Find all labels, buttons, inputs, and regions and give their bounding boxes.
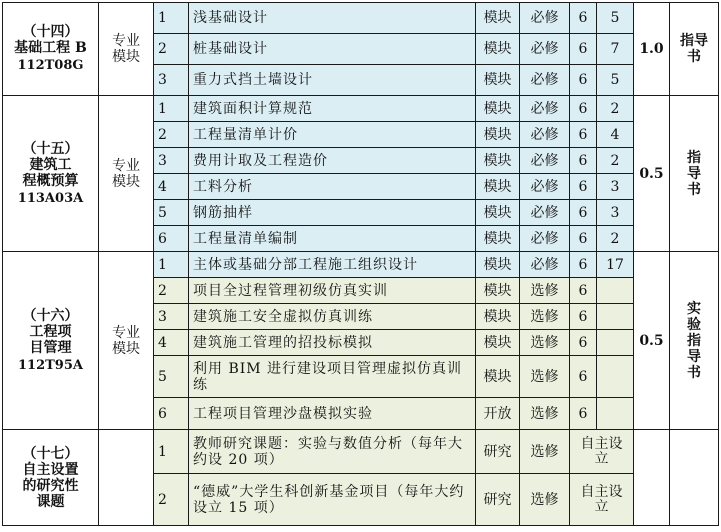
item-value-a: 6 [570, 200, 597, 226]
item-requirement: 选修 [520, 356, 570, 398]
item-value-b: 2 [597, 96, 634, 122]
course-name-cell [3, 3, 99, 96]
item-type: 模块 [476, 174, 520, 200]
course-code: 113A03A [17, 190, 84, 206]
table-row [3, 96, 719, 122]
item-number: 4 [154, 330, 189, 356]
item-value-b: 3 [597, 200, 634, 226]
item-type: 模块 [476, 148, 520, 174]
credit-cell [634, 430, 670, 526]
item-type: 模块 [476, 226, 520, 252]
credit-cell: 0.5 [634, 252, 670, 430]
table-row [3, 3, 719, 34]
course-name-cell [3, 430, 99, 526]
item-value-b [597, 330, 634, 356]
item-value-a: 6 [570, 148, 597, 174]
module-cell [99, 96, 154, 252]
course-name-line: 基础工程 B [14, 40, 87, 56]
item-number: 1 [154, 3, 189, 34]
item-value-b: 3 [597, 174, 634, 200]
course-name-line: （十五） [22, 140, 79, 157]
item-value-b: 2 [597, 148, 634, 174]
item-type: 模块 [476, 252, 520, 278]
module-line: 专业 [112, 324, 140, 341]
table-row [3, 252, 719, 278]
item-value-a: 6 [570, 174, 597, 200]
item-number: 3 [154, 148, 189, 174]
course-code: 112T95A [18, 357, 83, 373]
item-value-a [570, 430, 634, 474]
credit-cell: 1.0 [634, 3, 670, 96]
course-name-cell [3, 252, 99, 430]
item-requirement: 选修 [520, 474, 570, 526]
item-number: 4 [154, 174, 189, 200]
item-number: 2 [154, 474, 189, 526]
module-line: 专业 [112, 157, 140, 174]
item-number: 5 [154, 200, 189, 226]
note-line: 导 [687, 165, 701, 182]
item-value-b [597, 304, 634, 330]
course-name-line: 建筑工 [29, 156, 72, 173]
item-type: 开放 [476, 398, 520, 430]
item-requirement: 选修 [520, 430, 570, 474]
item-number: 2 [154, 122, 189, 148]
item-value-a: 6 [570, 65, 597, 96]
course-name-line: 课题 [36, 493, 65, 510]
item-requirement: 必修 [520, 122, 570, 148]
item-type: 模块 [476, 96, 520, 122]
item-value-a: 6 [570, 398, 597, 430]
note-line: 书 [687, 49, 701, 65]
item-requirement: 必修 [520, 226, 570, 252]
course-name-line: （十六） [22, 307, 79, 324]
module-line: 专业 [112, 33, 140, 49]
item-number: 5 [154, 356, 189, 398]
note-line: 指 [687, 149, 701, 166]
item-type: 模块 [476, 200, 520, 226]
item-number: 6 [154, 398, 189, 430]
item-type: 模块 [476, 278, 520, 304]
item-requirement: 必修 [520, 34, 570, 65]
item-number: 6 [154, 226, 189, 252]
item-title: 浅基础设计 [189, 3, 476, 34]
item-requirement: 选修 [520, 398, 570, 430]
item-title: 工程量清单计价 [189, 122, 476, 148]
item-type: 模块 [476, 356, 520, 398]
course-name-line: 的研究性 [22, 477, 79, 494]
item-title: 主体或基础分部工程施工组织设计 [189, 252, 476, 278]
item-type: 研究 [476, 430, 520, 474]
item-value-a: 6 [570, 122, 597, 148]
item-title: 建筑施工管理的招投标模拟 [189, 330, 476, 356]
item-number: 3 [154, 65, 189, 96]
item-number: 1 [154, 96, 189, 122]
item-title: 重力式挡土墙设计 [189, 65, 476, 96]
item-title: 钢筋抽样 [189, 200, 476, 226]
item-number: 2 [154, 278, 189, 304]
course-code: 112T08G [17, 58, 84, 73]
item-title: 工程项目管理沙盘模拟实验 [189, 398, 476, 430]
note-line: 验 [687, 316, 701, 333]
item-number: 3 [154, 304, 189, 330]
item-requirement: 选修 [520, 330, 570, 356]
item-type: 模块 [476, 3, 520, 34]
self-set-label: 自主设立 [580, 435, 623, 467]
note-line: 实 [687, 300, 701, 317]
item-title: 项目全过程管理初级仿真实训 [189, 278, 476, 304]
course-table [2, 2, 719, 526]
item-value-b [597, 398, 634, 430]
item-number: 2 [154, 34, 189, 65]
item-value-b: 5 [597, 65, 634, 96]
note-line: 指 [687, 332, 701, 349]
item-requirement: 选修 [520, 304, 570, 330]
item-value-a: 6 [570, 3, 597, 34]
item-value-a: 6 [570, 226, 597, 252]
item-title: “德威”大学生科创新基金项目（每年大约设立 15 项） [189, 474, 476, 526]
item-requirement: 必修 [520, 148, 570, 174]
item-title: 工料分析 [189, 174, 476, 200]
item-value-a [570, 474, 634, 526]
module-line: 模块 [112, 173, 140, 190]
note-cell [670, 252, 719, 430]
credit-cell: 0.5 [634, 96, 670, 252]
item-title: 建筑面积计算规范 [189, 96, 476, 122]
course-name-line: （十七） [22, 445, 79, 462]
item-requirement: 必修 [520, 3, 570, 34]
module-cell [99, 252, 154, 430]
item-requirement: 必修 [520, 174, 570, 200]
item-value-b [597, 278, 634, 304]
item-value-a: 6 [570, 330, 597, 356]
item-value-b: 7 [597, 34, 634, 65]
note-cell [670, 430, 719, 526]
item-value-a: 6 [570, 278, 597, 304]
item-value-b: 2 [597, 226, 634, 252]
item-title: 桩基础设计 [189, 34, 476, 65]
item-title: 建筑施工安全虚拟仿真训练 [189, 304, 476, 330]
item-value-a: 6 [570, 96, 597, 122]
item-value-a: 6 [570, 34, 597, 65]
note-line: 书 [687, 364, 701, 381]
item-number: 1 [154, 430, 189, 474]
item-value-b: 17 [597, 252, 634, 278]
item-value-b: 5 [597, 3, 634, 34]
table-row [3, 430, 719, 474]
module-cell [99, 430, 154, 526]
item-title: 费用计取及工程造价 [189, 148, 476, 174]
course-name-line: 自主设置 [22, 461, 79, 478]
item-value-b: 4 [597, 122, 634, 148]
item-type: 研究 [476, 474, 520, 526]
item-value-b [597, 356, 634, 398]
course-name-line: （十四） [22, 24, 79, 40]
item-requirement: 必修 [520, 252, 570, 278]
note-line: 书 [687, 181, 701, 198]
item-number: 1 [154, 252, 189, 278]
course-name-line: 工程项 [29, 323, 72, 340]
item-type: 模块 [476, 122, 520, 148]
item-value-a: 6 [570, 252, 597, 278]
note-line: 指导 [680, 33, 708, 49]
note-cell [670, 3, 719, 96]
item-title: 利用 BIM 进行建设项目管理虚拟仿真训练 [189, 356, 476, 398]
item-value-a: 6 [570, 304, 597, 330]
note-cell [670, 96, 719, 252]
item-requirement: 必修 [520, 65, 570, 96]
item-type: 模块 [476, 330, 520, 356]
item-requirement: 选修 [520, 278, 570, 304]
item-type: 模块 [476, 304, 520, 330]
item-title: 工程量清单编制 [189, 226, 476, 252]
module-line: 模块 [112, 340, 140, 357]
item-title: 教师研究课题：实验与数值分析（每年大约设 20 项） [189, 430, 476, 474]
item-type: 模块 [476, 34, 520, 65]
course-name-line: 程概预算 [22, 172, 79, 189]
module-cell [99, 3, 154, 96]
self-set-label: 自主设立 [580, 483, 623, 515]
item-requirement: 必修 [520, 200, 570, 226]
item-value-a: 6 [570, 356, 597, 398]
item-requirement: 必修 [520, 96, 570, 122]
module-line: 模块 [112, 49, 140, 65]
course-name-cell [3, 96, 99, 252]
course-name-line: 目管理 [29, 339, 72, 356]
item-type: 模块 [476, 65, 520, 96]
note-line: 导 [687, 348, 701, 365]
